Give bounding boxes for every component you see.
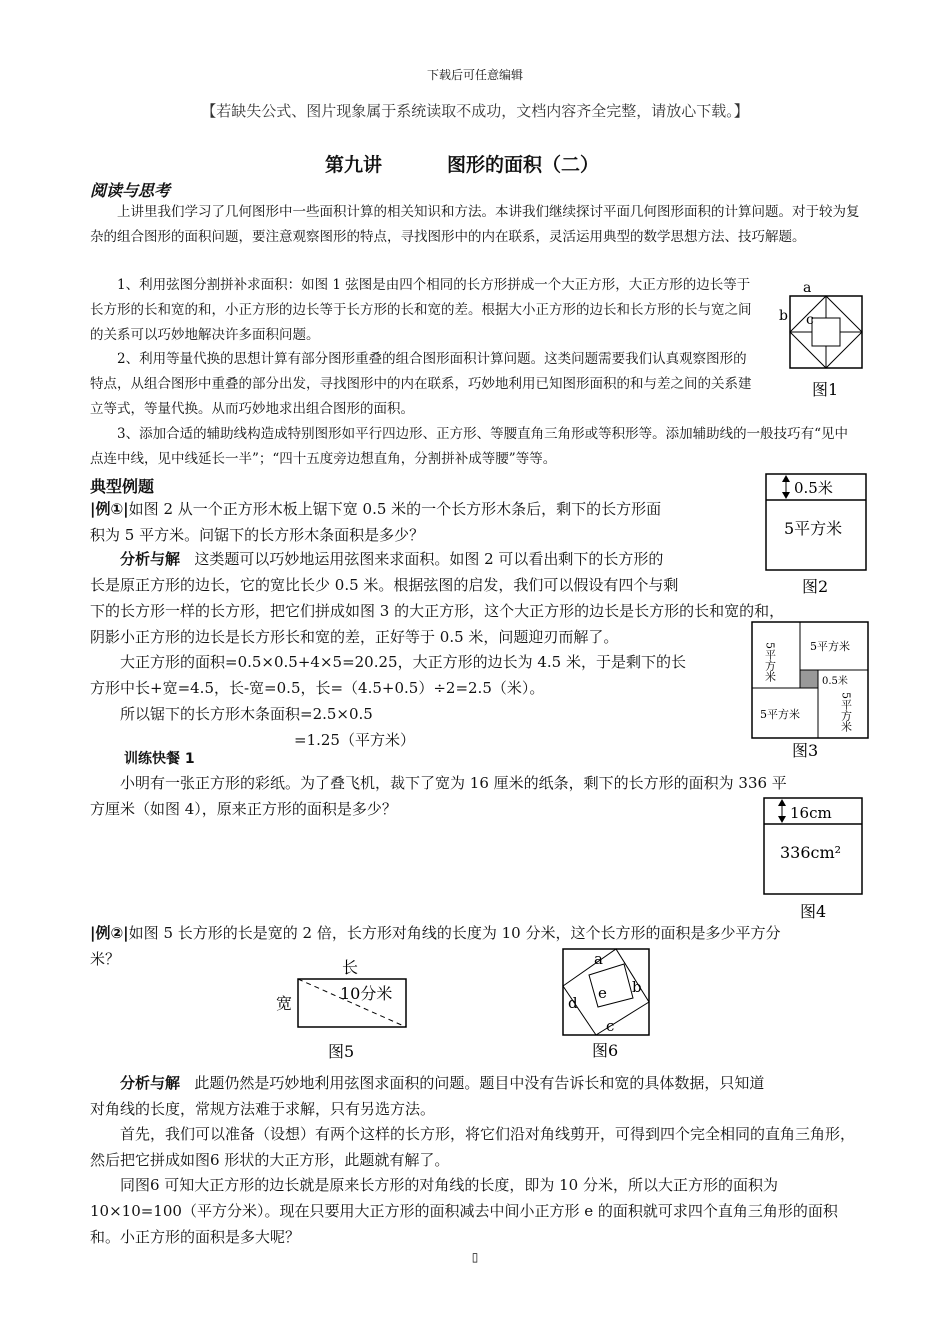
example-1-line-a: 如图 2 从一个正方形木板上锯下宽 0.5 米的一个长方形木条后，剩下的长方形面: [128, 500, 662, 518]
figure-1: [778, 278, 868, 407]
fig5-diag-label: 10分米: [340, 984, 393, 1003]
lesson-number: 第九讲: [325, 154, 383, 176]
example-2: |例②|如图 5 长方形的长是宽的 2 倍，长方形对角线的长度为 10 分米，这个长方形的面积是多少平方分 米？: [90, 924, 781, 968]
examples-heading: 典型例题: [90, 477, 155, 496]
fig3-small-label: 0.5米: [822, 676, 848, 687]
fig4-area-label: 336cm²: [780, 843, 842, 862]
analysis-label-2: 分析与解: [120, 1074, 181, 1092]
fig2-area-label: 5平方米: [784, 519, 843, 538]
reading-heading: 阅读与思考: [90, 181, 171, 200]
example-2-paragraph-2: 首先，我们可以准备（设想）有两个这样的长方形，将它们沿对角线剪开，可得到四个完全相同的直角三角形，然后把它拼成如图6 形状的大正方形，此题就有解了。: [90, 1125, 856, 1169]
analysis-label-1: 分析与解: [120, 550, 181, 568]
training-heading: 训练快餐 1: [124, 751, 195, 767]
training-text: 小明有一张正方形的彩纸。为了叠飞机，裁下了宽为 16 厘米的纸条，剩下的长方形的面积为 336 平 方厘米（如图 4），原来正方形的面积是多少？: [90, 774, 787, 818]
fig5-length-label: 长: [342, 958, 359, 977]
example-2-tag: |例②|: [90, 924, 129, 942]
reading-point-3: 3、添加合适的辅助线构造成特别图形如平行四边形、正方形、等腰直角三角形或等积形等。添加辅助线的一般技巧有“见中点连中线，见中线延长一半”；“四十五度旁边想直角，分割拼补成等腰”等等。: [90, 426, 848, 467]
fig1-label-a: a: [803, 280, 812, 296]
fig5-caption: 图5: [328, 1042, 355, 1061]
figure-6: [560, 946, 656, 1065]
fig4-top-label: 16cm: [790, 804, 832, 822]
figure-3: [750, 620, 870, 764]
example-1-calc: 大正方形的面积=0.5×0.5+4×5=20.25，大正方形的边长为 4.5 米，于是剩下的长 方形中长+宽=4.5，长-宽=0.5，长=（4.5+0.5）÷2=2.5（米）。 所以锯下的长方形木条面积=2.5×0.5 =1.25（平方米）: [90, 653, 686, 749]
fig3-rect-1: 5平方米: [763, 642, 777, 682]
fig3-rect-4: 5平方米: [760, 708, 800, 721]
lesson-title: 图形的面积（二）: [447, 154, 600, 176]
figure-5: [272, 953, 412, 1067]
fig5-width-label: 宽: [276, 994, 293, 1013]
fig6-label-e: e: [598, 984, 607, 1002]
fig6-label-b: b: [632, 978, 642, 996]
fig6-caption: 图6: [592, 1041, 619, 1060]
example-1-tag: |例①|: [90, 500, 129, 518]
example-1-analysis: 分析与解 这类题可以巧妙地运用弦图来求面积。如图 2 可以看出剩下的长方形的 长是原正方形的边长，它的宽比长少 0.5 米。根据弦图的启发，我们可以假设有四个与剩: [90, 550, 679, 594]
figure-2: [762, 470, 872, 602]
reading-point-2: 2、利用等量代换的思想计算有部分图形重叠的组合图形面积计算问题。这类问题需要我们认真观察图形的特点，从组合图形中重叠的部分出发，寻找图形中的内在联系，巧妙地利用已知图形面积的和与差之间的关系建立等式，等量代换。从而巧妙地求出组合图形的面积。: [90, 351, 752, 417]
figure-4: [760, 795, 870, 927]
reading-intro: 上讲里我们学习了几何图形中一些面积计算的相关知识和方法。本讲我们继续探讨平面几何图形面积的计算问题。对于较为复杂的组合图形的面积问题，要注意观察图形的特点，寻找图形中的内在联系，灵活运用典型的数学思想方法、技巧解题。: [90, 204, 860, 245]
fig1-caption: 图1: [812, 380, 839, 399]
top-note: 下载后可任意编辑: [426, 68, 523, 82]
example-1-line-b: 积为 5 平方米。问锯下的长方形木条面积是多少？: [90, 526, 425, 544]
example-2-paragraph-3: 同图6 可知大正方形的边长就是原来长方形的对角线的长度，即为 10 分米，所以大正方形的面积为 10×10=100（平方分米）。现在只要用大正方形的面积减去中间小正方形 e 的面积就可求四个直角三角形的面积和。小正方形的面积是多大呢？: [90, 1176, 838, 1246]
fig1-label-c: c: [806, 312, 814, 328]
fig6-label-d: d: [568, 994, 578, 1012]
example-1: [90, 496, 760, 548]
fig3-rect-2: 5平方米: [810, 640, 850, 653]
fig6-label-c: c: [606, 1017, 615, 1035]
example-2-analysis: 分析与解 此题仍然是巧妙地利用弦图求面积的问题。题目中没有告诉长和宽的具体数据，只知道 对角线的长度，常规方法难于求解，只有另选方法。: [90, 1074, 765, 1118]
fig3-rect-3: 5平方米: [839, 692, 853, 732]
reading-point-1: 1、利用弦图分割拼补求面积：如图 1 弦图是由四个相同的长方形拼成一个大正方形，大正方形的边长等于长方形的长和宽的和，小正方形的边长等于长方形的长和宽的差。根据大小正方形的边长和长方形的长与宽之间的关系可以巧妙地解决许多面积问题。: [90, 277, 752, 343]
notice: 【若缺失公式、图片现象属于系统读取不成功，文档内容齐全完整，请放心下载。】: [201, 102, 749, 120]
fig3-caption: 图3: [792, 741, 819, 760]
page-mark: ▯: [471, 1250, 479, 1264]
fig2-caption: 图2: [802, 577, 829, 596]
fig4-caption: 图4: [800, 902, 827, 921]
example-1-analysis-cont: 下的长方形一样的长方形，把它们拼成如图 3 的大正方形，这个大正方形的边长是长方形的长和宽的和， 阴影小正方形的边长是长方形长和宽的差，正好等于 0.5 米，问题迎刃而解了。: [90, 602, 785, 646]
fig2-top-label: 0.5米: [794, 479, 833, 497]
fig6-label-a: a: [594, 950, 603, 968]
fig1-label-b: b: [779, 308, 788, 324]
